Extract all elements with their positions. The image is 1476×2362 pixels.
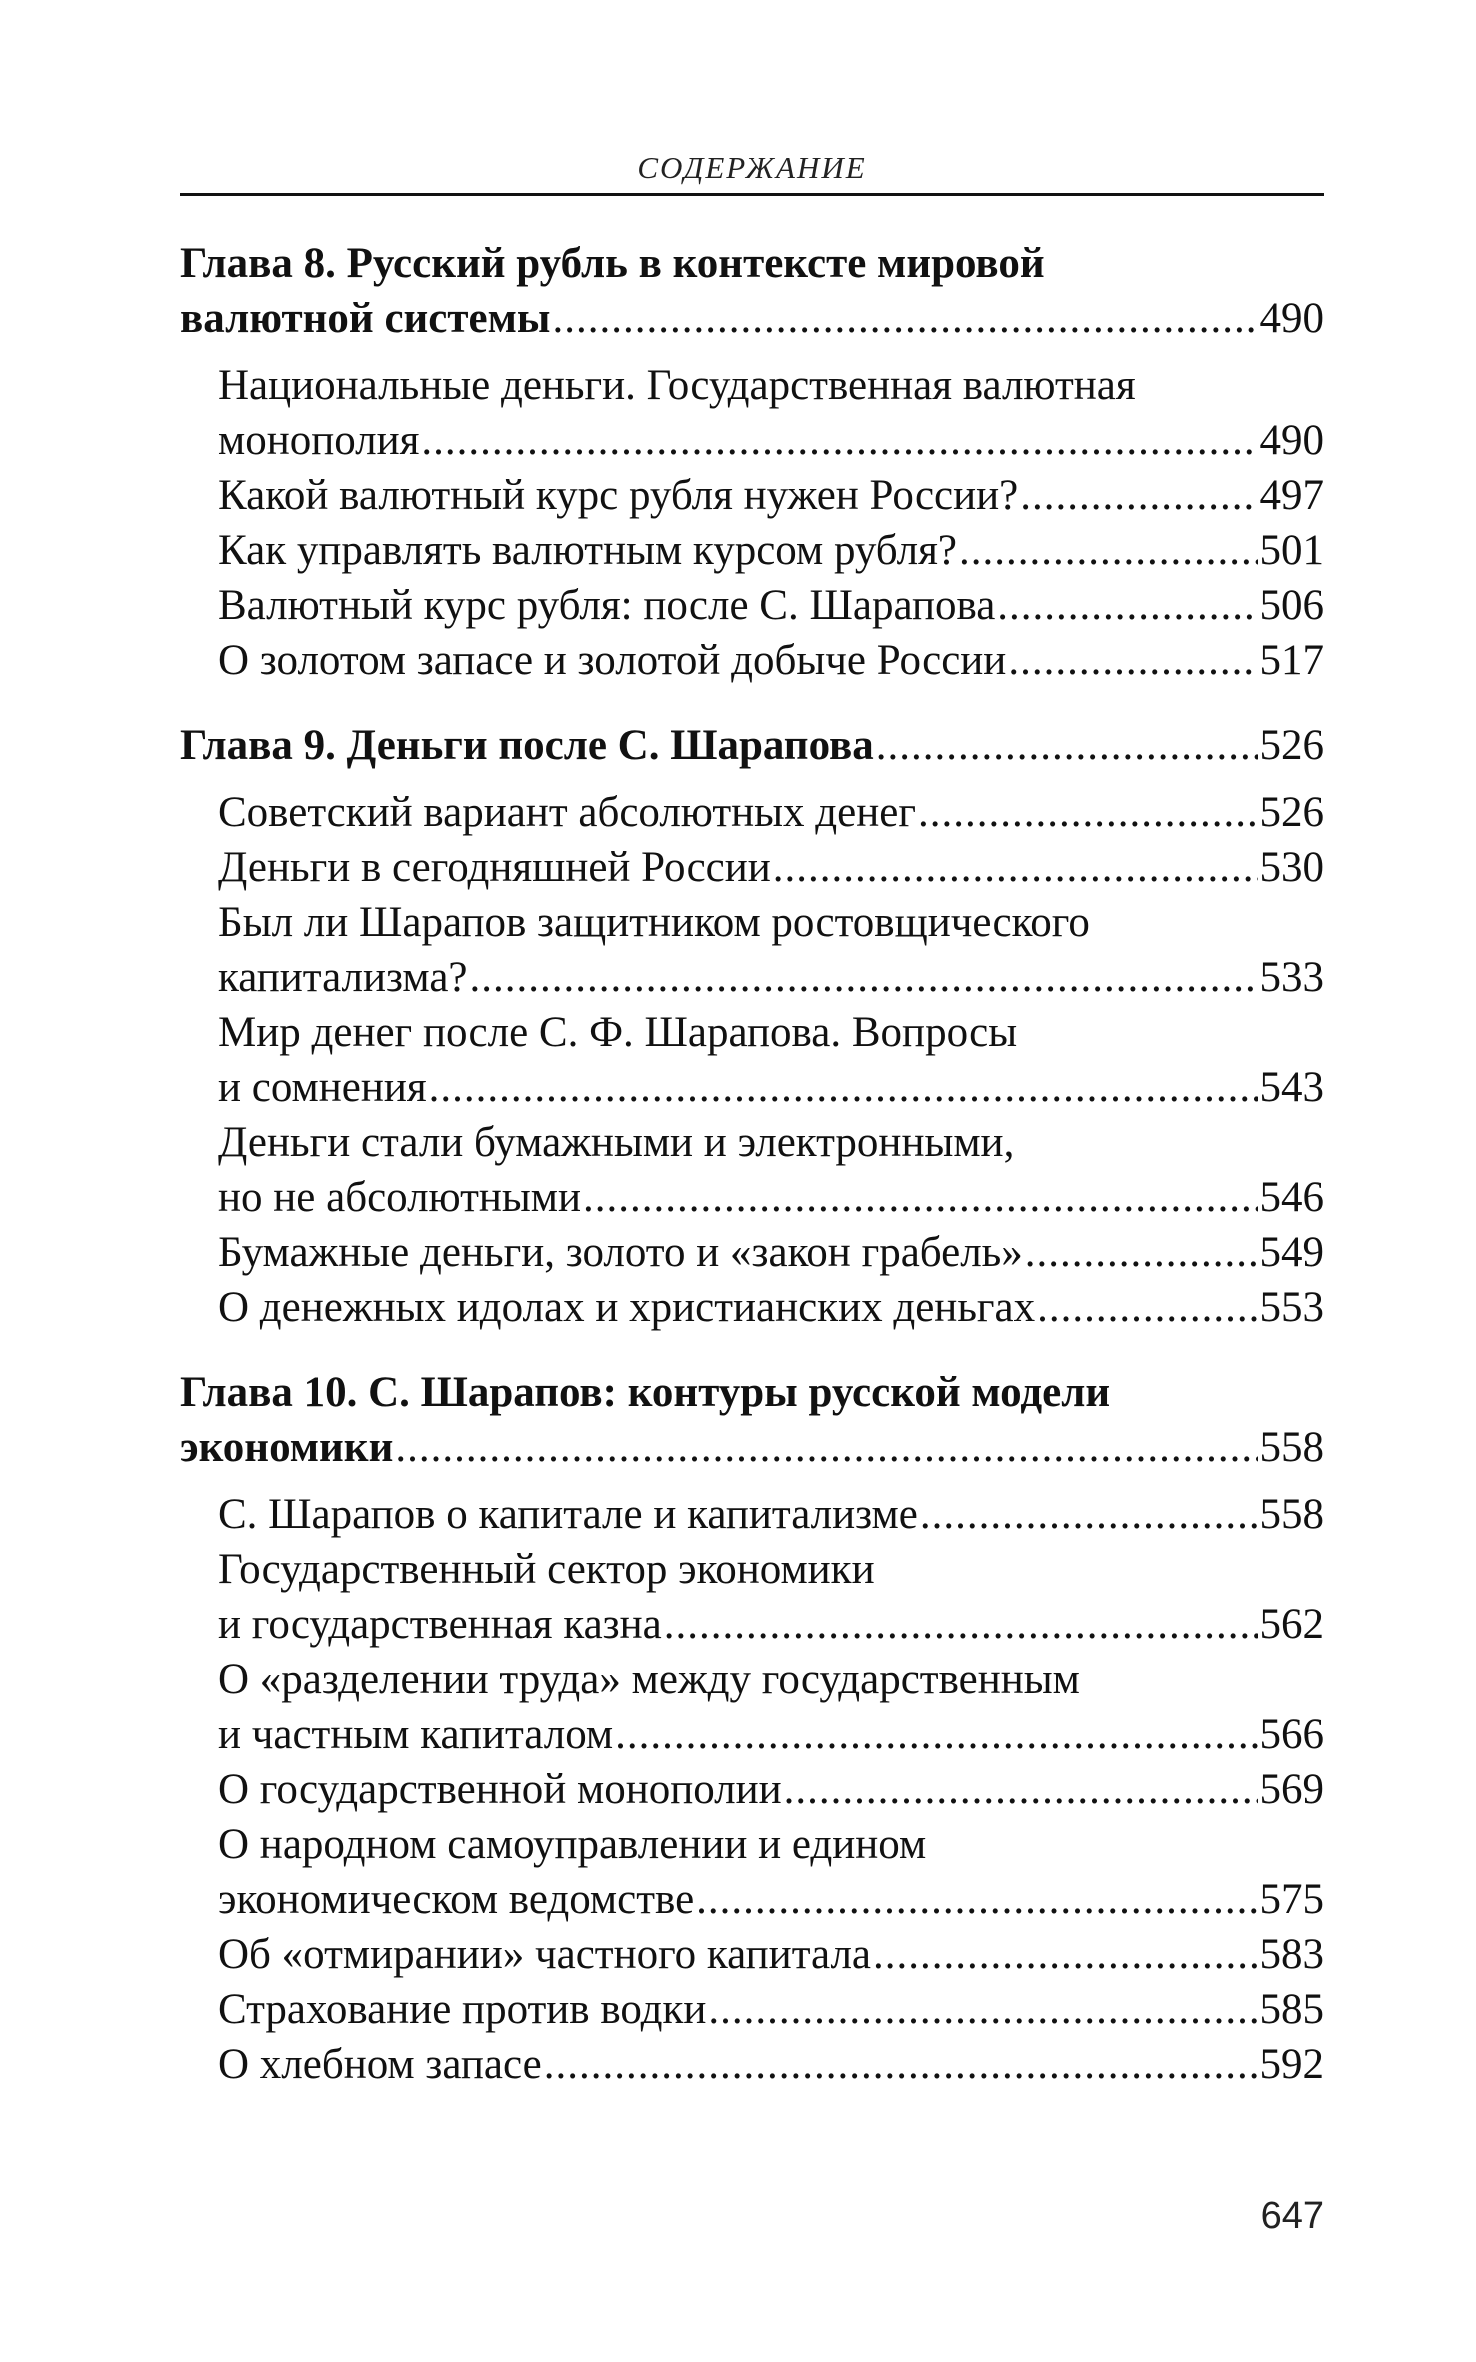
section-title-text: и частным капиталом: [218, 1711, 614, 1758]
section-title-text: Валютный курс рубля: после С. Шарапова: [218, 582, 996, 629]
section-page-number: 517: [1259, 637, 1324, 684]
section-title-text: Деньги в сегодняшней России: [218, 844, 771, 891]
section-page-number: 562: [1259, 1601, 1324, 1648]
dot-leader: [784, 1762, 1258, 1817]
section-entry-line[interactable]: [180, 1817, 1324, 1872]
chapter-title-line[interactable]: [180, 1365, 1324, 1420]
dot-leader: [876, 718, 1258, 773]
section-entry-line[interactable]: [180, 1982, 1324, 2037]
chapter-title-text: экономики: [180, 1424, 394, 1471]
section-entry-line[interactable]: [180, 1542, 1324, 1597]
section-entry-line[interactable]: [180, 1872, 1324, 1927]
dot-leader: [1008, 633, 1257, 688]
section-entry-line[interactable]: [180, 358, 1324, 413]
section-entry-line[interactable]: [180, 1652, 1324, 1707]
section-entry-line[interactable]: [180, 413, 1324, 468]
section-entry-line[interactable]: [180, 1225, 1324, 1280]
section-page-number: 575: [1259, 1876, 1324, 1923]
section-entry-line[interactable]: [180, 1005, 1324, 1060]
chapter-title-text: Глава 10. С. Шарапов: контуры русской модели: [180, 1369, 1111, 1416]
section-entry-line[interactable]: [180, 1115, 1324, 1170]
section-title-text: С. Шарапов о капитале и капитализме: [218, 1491, 918, 1538]
section-page-number: 583: [1259, 1931, 1324, 1978]
section-entry-line[interactable]: [180, 523, 1324, 578]
dot-leader: [997, 578, 1257, 633]
section-title-text: но не абсолютными: [218, 1174, 582, 1221]
section-title-text: Какой валютный курс рубля нужен России?: [218, 472, 1019, 519]
section-title-text: и государственная казна: [218, 1601, 662, 1648]
section-title-text: экономическом ведомстве: [218, 1876, 695, 1923]
dot-leader: [544, 2037, 1258, 2092]
section-entry-line[interactable]: [180, 1487, 1324, 1542]
section-page-number: 526: [1259, 789, 1324, 836]
section-title-text: Как управлять валютным курсом рубля?: [218, 527, 957, 574]
section-entry-line[interactable]: [180, 1927, 1324, 1982]
section-page-number: 543: [1259, 1064, 1324, 1111]
dot-leader: [615, 1707, 1257, 1762]
chapter-title-line[interactable]: [180, 1420, 1324, 1475]
section-title-text: Бумажные деньги, золото и «закон грабель»: [218, 1229, 1023, 1276]
dot-leader: [920, 1487, 1258, 1542]
dot-leader: [429, 1060, 1258, 1115]
section-entry-line[interactable]: [180, 785, 1324, 840]
dot-leader: [395, 1420, 1257, 1475]
section-page-number: 530: [1259, 844, 1324, 891]
header-rule: [180, 193, 1324, 196]
chapter-title-text: Глава 8. Русский рубль в контексте мировой: [180, 240, 1045, 287]
dot-leader: [552, 291, 1257, 346]
dot-leader: [708, 1982, 1257, 2037]
section-title-text: О денежных идолах и христианских деньгах: [218, 1284, 1036, 1331]
section-entry-line[interactable]: [180, 1707, 1324, 1762]
section-title-text: О хлебном запасе: [218, 2041, 542, 2088]
section-entry-line[interactable]: [180, 1762, 1324, 1817]
section-page-number: 549: [1259, 1229, 1324, 1276]
section-page-number: 566: [1259, 1711, 1324, 1758]
section-page-number: 497: [1259, 472, 1324, 519]
section-title-text: О народном самоуправлении и едином: [218, 1821, 927, 1868]
chapter-page-number: 490: [1259, 295, 1324, 342]
section-title-text: Был ли Шарапов защитником ростовщического: [218, 899, 1090, 946]
section-page-number: 533: [1259, 954, 1324, 1001]
chapter-title-text: валютной системы: [180, 295, 551, 342]
section-title-text: Деньги стали бумажными и электронными,: [218, 1119, 1015, 1166]
chapter-title-line[interactable]: [180, 718, 1324, 773]
dot-leader: [918, 785, 1258, 840]
toc-chapter: [180, 236, 1324, 688]
dot-leader: [1025, 1225, 1258, 1280]
section-title-text: Страхование против водки: [218, 1986, 707, 2033]
section-page-number: 546: [1259, 1174, 1324, 1221]
section-title-text: Государственный сектор экономики: [218, 1546, 875, 1593]
chapter-page-number: 558: [1259, 1424, 1324, 1471]
section-page-number: 506: [1259, 582, 1324, 629]
toc-chapter: [180, 718, 1324, 1335]
running-head: СОДЕРЖАНИЕ: [637, 150, 867, 185]
section-page-number: 553: [1259, 1284, 1324, 1331]
dot-leader: [470, 950, 1258, 1005]
dot-leader: [1020, 468, 1257, 523]
section-page-number: 569: [1259, 1766, 1324, 1813]
section-entry-line[interactable]: [180, 1597, 1324, 1652]
section-title-text: Национальные деньги. Государственная валютная: [218, 362, 1136, 409]
section-entry-line[interactable]: [180, 895, 1324, 950]
section-title-text: и сомнения: [218, 1064, 427, 1111]
dot-leader: [959, 523, 1258, 578]
chapter-page-number: 526: [1259, 722, 1324, 769]
section-page-number: 501: [1259, 527, 1324, 574]
section-page-number: 585: [1259, 1986, 1324, 2033]
section-title-text: О золотом запасе и золотой добыче России: [218, 637, 1007, 684]
dot-leader: [583, 1170, 1257, 1225]
dot-leader: [664, 1597, 1258, 1652]
section-page-number: 558: [1259, 1491, 1324, 1538]
chapter-title-text: Глава 9. Деньги после С. Шарапова: [180, 722, 874, 769]
chapter-title-line[interactable]: [180, 236, 1324, 291]
section-entry-line[interactable]: [180, 950, 1324, 1005]
section-title-text: капитализма?: [218, 954, 468, 1001]
section-entry-line[interactable]: [180, 633, 1324, 688]
chapter-title-line[interactable]: [180, 291, 1324, 346]
section-entry-line[interactable]: [180, 2037, 1324, 2092]
section-entry-line[interactable]: [180, 1060, 1324, 1115]
section-title-text: монополия: [218, 417, 420, 464]
section-title-text: Об «отмирании» частного капитала: [218, 1931, 872, 1978]
dot-leader: [1037, 1280, 1257, 1335]
section-page-number: 592: [1259, 2041, 1324, 2088]
dot-leader: [696, 1872, 1257, 1927]
section-title-text: О государственной монополии: [218, 1766, 782, 1813]
section-page-number: 490: [1259, 417, 1324, 464]
section-entry-line[interactable]: [180, 578, 1324, 633]
dot-leader: [421, 413, 1257, 468]
dot-leader: [773, 840, 1258, 895]
section-entry-line[interactable]: [180, 840, 1324, 895]
section-title-text: О «разделении труда» между государственным: [218, 1656, 1080, 1703]
dot-leader: [873, 1927, 1257, 1982]
page-number: 647: [1260, 2195, 1324, 2237]
section-entry-line[interactable]: [180, 1170, 1324, 1225]
section-entry-line[interactable]: [180, 1280, 1324, 1335]
section-title-text: Советский вариант абсолютных денег: [218, 789, 916, 836]
section-title-text: Мир денег после С. Ф. Шарапова. Вопросы: [218, 1009, 1018, 1056]
table-of-contents: [180, 236, 1324, 2122]
section-entry-line[interactable]: [180, 468, 1324, 523]
toc-chapter: [180, 1365, 1324, 2092]
